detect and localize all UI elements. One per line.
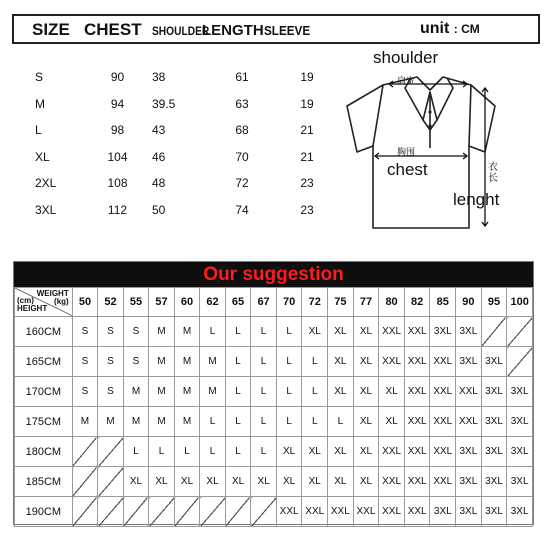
size-cell: XXL — [404, 377, 430, 407]
size-cell: XXL — [456, 407, 482, 437]
weight-header: 90 — [456, 288, 482, 317]
size-cell: 3XL — [507, 437, 533, 467]
size-cell: 3XL — [481, 437, 507, 467]
size-cell-empty — [507, 347, 533, 377]
size-cell: XL — [302, 467, 328, 497]
size-cell: L — [149, 437, 175, 467]
measurement-size: M — [35, 96, 45, 111]
size-cell: XL — [276, 467, 302, 497]
size-cell-empty — [72, 437, 98, 467]
size-cell: L — [225, 317, 251, 347]
measurement-length: 70 — [235, 149, 249, 164]
size-chart-header — [12, 14, 540, 44]
measurement-shoulder: 48 — [152, 176, 166, 191]
suggestion-title: Our suggestion — [14, 262, 533, 287]
size-cell: XXL — [404, 347, 430, 377]
measurement-sleeve: 19 — [300, 70, 314, 85]
weight-header: 85 — [430, 288, 456, 317]
size-cell: S — [72, 347, 98, 377]
size-cell: XXL — [302, 497, 328, 527]
measurement-size: L — [35, 123, 42, 138]
measurement-table — [35, 64, 342, 223]
size-cell: 3XL — [456, 317, 482, 347]
size-cell: XL — [302, 437, 328, 467]
height-label: 185CM — [15, 467, 73, 497]
size-cell: XL — [302, 317, 328, 347]
size-cell: XL — [379, 377, 405, 407]
measurement-chest: 98 — [110, 123, 125, 138]
measurement-chest: 112 — [107, 202, 128, 217]
measurement-sleeve: 19 — [300, 96, 314, 111]
weight-header: 62 — [200, 288, 226, 317]
size-cell: L — [225, 347, 251, 377]
size-cell: XL — [251, 467, 277, 497]
corner-weight: WEIGHT — [36, 289, 69, 298]
size-cell: XXL — [430, 407, 456, 437]
size-cell: 3XL — [456, 347, 482, 377]
height-label: 180CM — [15, 437, 73, 467]
size-cell: M — [123, 407, 149, 437]
header-sleeve: SLEEVE — [264, 23, 311, 38]
size-cell: XL — [379, 407, 405, 437]
size-cell: M — [123, 377, 149, 407]
size-cell: XL — [328, 347, 354, 377]
header-unit — [420, 20, 480, 38]
weight-header: 67 — [251, 288, 277, 317]
size-cell: L — [251, 407, 277, 437]
size-cell: S — [123, 347, 149, 377]
size-cell: XXL — [456, 377, 482, 407]
size-cell: L — [302, 347, 328, 377]
size-cell: M — [174, 317, 200, 347]
size-cell: S — [98, 347, 124, 377]
size-cell: L — [225, 407, 251, 437]
shirt-diagram — [335, 48, 525, 238]
measurement-size: XL — [35, 149, 50, 164]
measurement-size: 2XL — [35, 176, 57, 191]
size-cell: L — [302, 377, 328, 407]
measurement-length: 74 — [235, 202, 249, 217]
size-cell-empty — [98, 467, 124, 497]
height-label: 165CM — [15, 347, 73, 377]
size-cell: S — [98, 377, 124, 407]
size-cell: 3XL — [507, 467, 533, 497]
size-cell: 3XL — [456, 497, 482, 527]
weight-header: 70 — [276, 288, 302, 317]
size-cell: S — [72, 317, 98, 347]
size-cell-empty — [251, 497, 277, 527]
size-cell: XXL — [276, 497, 302, 527]
suggestion-grid — [14, 287, 533, 527]
size-cell: L — [276, 347, 302, 377]
measurement-sleeve: 23 — [300, 176, 314, 191]
diagram-shoulder-label: shoulder — [373, 48, 439, 67]
weight-header: 77 — [353, 288, 379, 317]
unit-value: : CM — [453, 22, 480, 36]
size-cell: XL — [149, 467, 175, 497]
size-cell: L — [276, 377, 302, 407]
grid-corner — [15, 288, 73, 317]
size-cell: XL — [225, 467, 251, 497]
size-cell: M — [149, 317, 175, 347]
header-shoulder: SHOULDER — [152, 24, 210, 38]
size-cell-empty — [123, 497, 149, 527]
size-cell: 3XL — [507, 497, 533, 527]
measurement-row — [35, 144, 342, 171]
height-label: 190CM — [15, 497, 73, 527]
size-cell: 3XL — [481, 407, 507, 437]
size-cell: M — [149, 347, 175, 377]
diagram-length-cn-label: 衣长 — [488, 162, 498, 184]
size-cell-empty — [174, 497, 200, 527]
measurement-row — [35, 117, 342, 144]
measurement-length: 72 — [235, 176, 249, 191]
size-cell: XL — [276, 437, 302, 467]
diagram-length-label: lenght — [453, 190, 500, 209]
size-cell: XL — [328, 437, 354, 467]
height-row — [15, 317, 533, 347]
height-row — [15, 347, 533, 377]
size-cell: L — [200, 437, 226, 467]
size-cell: M — [149, 377, 175, 407]
header-chest: CHEST — [84, 20, 142, 39]
measurement-shoulder: 50 — [152, 202, 166, 217]
height-row — [15, 407, 533, 437]
size-cell-empty — [72, 497, 98, 527]
size-cell: L — [123, 437, 149, 467]
corner-cm: (cm) — [17, 296, 34, 305]
size-cell: 3XL — [481, 497, 507, 527]
size-cell: L — [251, 347, 277, 377]
measurement-row — [35, 64, 342, 91]
diagram-chest-label: chest — [387, 160, 428, 179]
size-cell: XXL — [328, 497, 354, 527]
measurement-sleeve: 21 — [300, 149, 314, 164]
size-cell: 3XL — [481, 347, 507, 377]
size-cell: XXL — [404, 407, 430, 437]
size-cell: M — [174, 347, 200, 377]
height-row — [15, 497, 533, 527]
diagram-shoulder-cn-label: 肩宽 — [397, 76, 416, 86]
measurement-length: 63 — [235, 96, 249, 111]
measurement-row — [35, 197, 342, 224]
size-cell: S — [123, 317, 149, 347]
weight-header-row — [15, 288, 533, 317]
size-cell: XXL — [430, 467, 456, 497]
size-cell: 3XL — [481, 467, 507, 497]
size-cell: M — [72, 407, 98, 437]
weight-header: 100 — [507, 288, 533, 317]
weight-header: 50 — [72, 288, 98, 317]
measurement-chest: 94 — [110, 96, 125, 111]
size-cell-empty — [481, 317, 507, 347]
size-cell: L — [276, 317, 302, 347]
measurement-chest: 90 — [110, 70, 125, 85]
height-row — [15, 377, 533, 407]
size-cell-empty — [225, 497, 251, 527]
measurement-chest: 108 — [107, 176, 128, 191]
size-cell-empty — [98, 437, 124, 467]
measurement-row — [35, 170, 342, 197]
size-cell: XL — [200, 467, 226, 497]
size-cell: 3XL — [507, 377, 533, 407]
size-cell: M — [98, 407, 124, 437]
size-cell: XL — [328, 377, 354, 407]
size-suggestion-panel — [13, 261, 534, 525]
size-cell: 3XL — [481, 377, 507, 407]
size-cell: M — [149, 407, 175, 437]
size-cell: L — [251, 437, 277, 467]
weight-header: 72 — [302, 288, 328, 317]
weight-header: 80 — [379, 288, 405, 317]
size-cell-empty — [507, 317, 533, 347]
size-cell: L — [225, 377, 251, 407]
weight-header: 57 — [149, 288, 175, 317]
size-cell: L — [174, 437, 200, 467]
size-cell: 3XL — [430, 317, 456, 347]
size-cell-empty — [72, 467, 98, 497]
size-cell: L — [328, 407, 354, 437]
size-cell-empty — [98, 497, 124, 527]
size-cell: XL — [328, 317, 354, 347]
size-cell: XXL — [404, 317, 430, 347]
size-cell: L — [276, 407, 302, 437]
size-cell: 3XL — [507, 407, 533, 437]
size-cell: M — [174, 407, 200, 437]
measurement-shoulder: 39.5 — [152, 96, 176, 111]
size-cell: S — [98, 317, 124, 347]
weight-header: 55 — [123, 288, 149, 317]
size-cell-empty — [200, 497, 226, 527]
weight-header: 52 — [98, 288, 124, 317]
weight-header: 82 — [404, 288, 430, 317]
size-cell: L — [251, 317, 277, 347]
size-cell: XXL — [379, 467, 405, 497]
measurement-row — [35, 91, 342, 118]
size-cell: L — [225, 437, 251, 467]
size-cell: XL — [353, 467, 379, 497]
size-cell: XL — [353, 347, 379, 377]
size-cell: XXL — [430, 347, 456, 377]
size-cell: XXL — [379, 347, 405, 377]
size-cell: XL — [353, 407, 379, 437]
size-cell: XXL — [379, 437, 405, 467]
measurement-sleeve: 23 — [300, 202, 314, 217]
diagram-chest-cn-label: 胸围 — [397, 147, 416, 157]
size-cell: M — [200, 377, 226, 407]
size-cell: 3XL — [456, 437, 482, 467]
size-cell: XL — [123, 467, 149, 497]
size-cell: XXL — [404, 467, 430, 497]
measurement-chest: 104 — [107, 149, 128, 164]
size-cell: XXL — [404, 497, 430, 527]
size-cell: M — [174, 377, 200, 407]
height-row — [15, 467, 533, 497]
size-cell: M — [200, 347, 226, 377]
measurement-length: 61 — [235, 70, 249, 85]
size-cell: L — [302, 407, 328, 437]
size-cell: L — [200, 407, 226, 437]
size-cell: XL — [353, 437, 379, 467]
size-cell: S — [72, 377, 98, 407]
header-size: SIZE — [32, 20, 70, 39]
size-cell: 3XL — [430, 497, 456, 527]
weight-header: 75 — [328, 288, 354, 317]
size-cell: XXL — [379, 497, 405, 527]
height-label: 160CM — [15, 317, 73, 347]
corner-height: HEIGHT — [17, 304, 48, 313]
size-cell: XL — [353, 377, 379, 407]
size-cell: L — [251, 377, 277, 407]
measurement-shoulder: 38 — [152, 70, 166, 85]
size-cell: XXL — [430, 377, 456, 407]
size-cell: L — [200, 317, 226, 347]
size-cell: XXL — [379, 317, 405, 347]
size-cell: 3XL — [456, 467, 482, 497]
size-cell: XXL — [430, 437, 456, 467]
measurement-shoulder: 46 — [152, 149, 166, 164]
size-cell: XL — [353, 317, 379, 347]
height-row — [15, 437, 533, 467]
corner-kg: (kg) — [54, 297, 69, 306]
weight-header: 65 — [225, 288, 251, 317]
size-cell: XL — [328, 467, 354, 497]
header-length: LENGTH — [202, 22, 264, 39]
height-label: 175CM — [15, 407, 73, 437]
unit-label: unit — [420, 20, 450, 37]
size-cell: XXL — [404, 437, 430, 467]
measurement-size: 3XL — [35, 202, 57, 217]
measurement-length: 68 — [235, 123, 249, 138]
height-label: 170CM — [15, 377, 73, 407]
measurement-shoulder: 43 — [152, 123, 166, 138]
weight-header: 60 — [174, 288, 200, 317]
weight-header: 95 — [481, 288, 507, 317]
size-cell-empty — [149, 497, 175, 527]
size-cell: XL — [174, 467, 200, 497]
size-cell: XXL — [353, 497, 379, 527]
measurement-size: S — [35, 70, 44, 85]
measurement-sleeve: 21 — [300, 123, 314, 138]
